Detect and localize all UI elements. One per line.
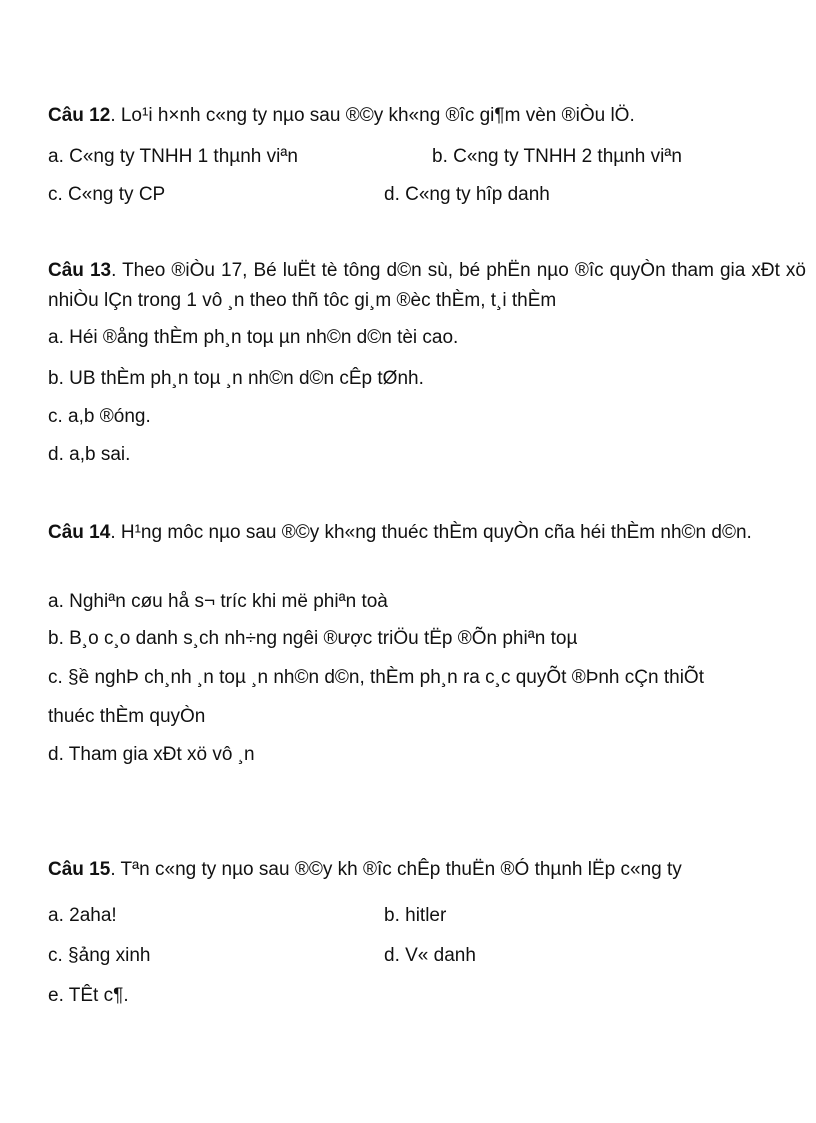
- option-c: c. C«ng ty CP: [48, 184, 166, 205]
- option-d: d. a,b sai.: [48, 444, 131, 465]
- option-b: b. hitler: [384, 905, 447, 926]
- question-12-stem: [48, 104, 635, 128]
- option-c: c. a,b ®óng.: [48, 406, 151, 427]
- option-c: c. §ề nghÞ ch¸nh ¸n toµ ¸n nh©n d©n, thÈm ph¸n ra c¸c quyÕt ®Þnh cÇn thiÕt: [48, 667, 704, 688]
- option-b: b. C«ng ty TNHH 2 thµnh viªn: [432, 146, 682, 167]
- option-c-continued: thuéc thÈm quyÒn: [48, 706, 206, 727]
- question-text: . Tªn c«ng ty nµo sau ®©y kh ®îc chÊp thuËn ®Ó thµnh lËp c«ng ty: [110, 859, 682, 880]
- question-15-stem: [48, 858, 682, 882]
- option-d: d. Tham gia xÐt xö vô ¸n: [48, 744, 255, 765]
- option-b: b. UB thÈm ph¸n toµ ¸n nh©n d©n cÊp tØnh.: [48, 368, 424, 389]
- option-a: a. Nghiªn cøu hå s¬ tríc khi më phiªn toà: [48, 591, 388, 612]
- question-number: Câu 13: [48, 260, 112, 281]
- option-a: a. Héi ®ång thÈm ph¸n toµ µn nh©n d©n tèi cao.: [48, 327, 459, 348]
- question-text: . Lo¹i h×nh c«ng ty nµo sau ®©y kh«ng ®îc gi¶m vèn ®iÒu lÖ.: [110, 105, 635, 126]
- question-number: Câu 15: [48, 859, 111, 880]
- question-14-stem: [48, 518, 806, 548]
- question-text: . H¹ng môc nµo sau ®©y kh«ng thuéc thÈm quyÒn cña héi thÈm nh©n d©n.: [110, 522, 752, 543]
- question-text: . Theo ®iÒu 17, Bé luËt tè tông d©n sù, bé phËn nµo ®îc quyÒn tham gia xÐt xö nhiÒu lÇn trong 1 vô ¸n theo thñ tôc gi¸m ®èc thÈm, t¸i thÈm: [48, 260, 806, 311]
- option-a: a. C«ng ty TNHH 1 thµnh viªn: [48, 146, 298, 167]
- option-d: d. C«ng ty hîp danh: [384, 184, 550, 205]
- option-d: d. V« danh: [384, 945, 476, 966]
- option-b: b. B¸o c¸o danh s¸ch nh÷ng ngêi ®ược triÖu tËp ®Õn phiªn toµ: [48, 628, 578, 649]
- question-number: Câu 12: [48, 105, 111, 126]
- question-13-stem: [48, 256, 806, 316]
- option-a: a. 2aha!: [48, 905, 117, 926]
- question-number: Câu 14: [48, 522, 111, 543]
- option-c: c. §ảng xinh: [48, 945, 151, 966]
- option-e: e. TÊt c¶.: [48, 985, 129, 1006]
